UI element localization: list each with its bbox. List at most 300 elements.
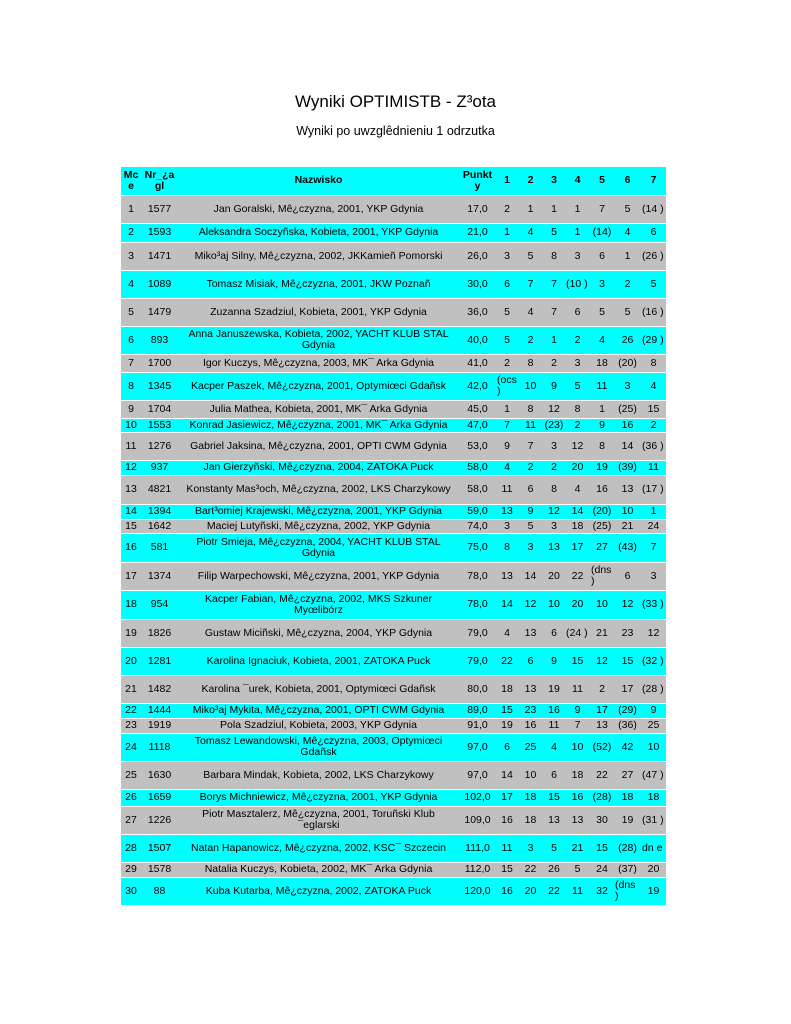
cell-place: 28 [121,834,141,862]
table-row [121,733,666,761]
cell-race-6: (20) [614,354,641,372]
cell-race-2: 8 [518,400,543,418]
cell-points: 97,0 [459,733,496,761]
header-points: Punkt y [459,167,496,195]
cell-points: 120,0 [459,877,496,905]
table-row [121,675,666,703]
table-row [121,504,666,519]
cell-sail-number: 893 [141,326,178,354]
results-table [121,167,666,906]
table-row [121,195,666,223]
cell-race-2: 12 [518,590,543,619]
cell-race-7: (17 ) [641,475,666,504]
cell-race-1: 11 [496,475,518,504]
cell-sail-number: 1826 [141,619,178,647]
table-header-row [121,167,666,195]
cell-sail-number: 1642 [141,519,178,533]
cell-sail-number: 1482 [141,675,178,703]
cell-race-3: 12 [543,400,565,418]
cell-points: 97,0 [459,761,496,789]
cell-race-7: 15 [641,400,666,418]
cell-sail-number: 1700 [141,354,178,372]
cell-race-5: 15 [590,834,614,862]
cell-race-5: 6 [590,242,614,270]
cell-place: 2 [121,223,141,242]
cell-race-3: 13 [543,806,565,834]
cell-race-7: 11 [641,460,666,475]
cell-name: Karolina ¯urek, Kobieta, 2001, Optymiœci Gdañsk [178,675,459,703]
cell-points: 59,0 [459,504,496,519]
cell-race-6: 17 [614,675,641,703]
cell-sail-number: 1226 [141,806,178,834]
table-row [121,533,666,562]
cell-sail-number: 1281 [141,647,178,675]
cell-place: 22 [121,703,141,718]
cell-race-4: (24 ) [565,619,590,647]
cell-race-1: 5 [496,326,518,354]
cell-race-1: 9 [496,432,518,460]
cell-race-3: 2 [543,354,565,372]
cell-race-3: 20 [543,562,565,590]
cell-points: 74,0 [459,519,496,533]
cell-place: 4 [121,270,141,298]
table-row [121,372,666,400]
table-row [121,418,666,432]
cell-points: 47,0 [459,418,496,432]
cell-race-1: 15 [496,703,518,718]
cell-points: 89,0 [459,703,496,718]
cell-sail-number: 88 [141,877,178,905]
cell-race-3: 13 [543,533,565,562]
table-row [121,223,666,242]
cell-race-6: 18 [614,789,641,806]
cell-race-2: 9 [518,504,543,519]
cell-race-4: 5 [565,862,590,877]
cell-place: 5 [121,298,141,326]
cell-race-3: 3 [543,519,565,533]
cell-race-7: 7 [641,533,666,562]
page-title: Wyniki OPTIMISTB - Z³ota [294,92,497,111]
cell-race-5: 5 [590,298,614,326]
cell-race-5: (20) [590,504,614,519]
cell-race-2: 2 [518,460,543,475]
cell-points: 78,0 [459,590,496,619]
cell-sail-number: 1394 [141,504,178,519]
cell-race-6: 21 [614,519,641,533]
cell-race-1: 18 [496,675,518,703]
cell-race-2: 13 [518,619,543,647]
cell-points: 58,0 [459,475,496,504]
cell-sail-number: 1118 [141,733,178,761]
cell-points: 26,0 [459,242,496,270]
cell-race-7: (28 ) [641,675,666,703]
cell-race-1: 17 [496,789,518,806]
cell-race-7: 20 [641,862,666,877]
cell-points: 45,0 [459,400,496,418]
header-race-6: 6 [614,167,641,195]
cell-race-2: 5 [518,519,543,533]
cell-race-3: 26 [543,862,565,877]
cell-place: 23 [121,718,141,733]
cell-race-4: 20 [565,590,590,619]
cell-race-3: 11 [543,718,565,733]
cell-race-2: 13 [518,675,543,703]
cell-race-4: (10 ) [565,270,590,298]
cell-race-3: 1 [543,195,565,223]
cell-race-4: 3 [565,354,590,372]
table-row [121,270,666,298]
cell-sail-number: 1444 [141,703,178,718]
cell-points: 102,0 [459,789,496,806]
cell-race-4: 16 [565,789,590,806]
cell-race-7: 6 [641,223,666,242]
cell-race-7: (16 ) [641,298,666,326]
cell-race-3: 6 [543,619,565,647]
cell-sail-number: 1276 [141,432,178,460]
cell-race-2: 10 [518,761,543,789]
cell-race-7: (47 ) [641,761,666,789]
cell-race-6: (29) [614,703,641,718]
cell-race-2: 2 [518,326,543,354]
cell-race-4: 17 [565,533,590,562]
cell-race-6: 42 [614,733,641,761]
cell-race-1: 2 [496,354,518,372]
cell-race-6: 6 [614,562,641,590]
cell-place: 24 [121,733,141,761]
cell-race-3: 19 [543,675,565,703]
cell-race-7: 18 [641,789,666,806]
cell-race-5: (25) [590,519,614,533]
cell-race-2: 11 [518,418,543,432]
cell-points: 17,0 [459,195,496,223]
cell-name: Gustaw Miciñski, Mê¿czyzna, 2004, YKP Gdynia [178,619,459,647]
cell-name: Konrad Jasiewicz, Mê¿czyzna, 2001, MK¯ Arka Gdynia [178,418,459,432]
page-subtitle: Wyniki po uwzglêdnieniu 1 odrzutka [296,124,495,138]
cell-race-5: (14) [590,223,614,242]
cell-race-6: 16 [614,418,641,432]
cell-race-7: 19 [641,877,666,905]
header-sail-number: Nr_¿a gl [141,167,178,195]
cell-race-2: 7 [518,270,543,298]
cell-race-1: 8 [496,533,518,562]
cell-points: 30,0 [459,270,496,298]
cell-points: 40,0 [459,326,496,354]
cell-race-4: 5 [565,372,590,400]
cell-race-3: (23) [544,418,564,431]
cell-race-5: 13 [590,718,614,733]
cell-place: 17 [121,562,141,590]
cell-race-3: 8 [543,242,565,270]
cell-race-5: 21 [590,619,614,647]
cell-race-1: 3 [496,519,518,533]
cell-name: Igor Kuczys, Mê¿czyzna, 2003, MK¯ Arka Gdynia [178,354,459,372]
cell-race-7: 5 [641,270,666,298]
cell-race-2: 25 [518,733,543,761]
cell-race-2: 14 [518,562,543,590]
cell-race-1: 11 [496,834,518,862]
table-row [121,519,666,533]
cell-race-7: dn e [641,834,666,862]
cell-race-4: 15 [565,647,590,675]
cell-points: 75,0 [459,533,496,562]
cell-name: Jan Goralski, Mê¿czyzna, 2001, YKP Gdynia [178,195,459,223]
header-race-2: 2 [518,167,543,195]
cell-race-5: 10 [590,590,614,619]
cell-points: 91,0 [459,718,496,733]
cell-race-1: 15 [496,862,518,877]
cell-race-3: 6 [543,761,565,789]
cell-race-1: 13 [496,504,518,519]
cell-name: Jan Gierzyñski, Mê¿czyzna, 2004, ZATOKA Puck [178,460,459,475]
cell-race-1: 19 [496,718,518,733]
cell-race-2: 3 [518,533,543,562]
cell-place: 25 [121,761,141,789]
cell-race-3: 7 [543,270,565,298]
cell-race-4: 21 [565,834,590,862]
header-race-1: 1 [496,167,518,195]
cell-race-1: 16 [496,877,518,905]
cell-name: Filip Warpechowski, Mê¿czyzna, 2001, YKP Gdynia [178,562,459,590]
cell-race-7: (26 ) [641,242,666,270]
cell-race-4: 18 [565,761,590,789]
table-row [121,619,666,647]
cell-race-6: (28) [614,834,641,862]
cell-race-4: 11 [565,675,590,703]
cell-race-4: 8 [565,400,590,418]
cell-race-2: 3 [518,834,543,862]
header-race-5: 5 [590,167,614,195]
table-row [121,298,666,326]
table-row [121,877,666,905]
cell-race-4: 12 [565,432,590,460]
cell-race-1: 4 [496,619,518,647]
cell-race-4: 3 [565,242,590,270]
cell-name: Natalia Kuczys, Kobieta, 2002, MK¯ Arka Gdynia [178,862,459,877]
cell-sail-number: 1704 [141,400,178,418]
cell-race-3: 10 [543,590,565,619]
table-row [121,242,666,270]
cell-race-5: 18 [590,354,614,372]
cell-points: 112,0 [459,862,496,877]
cell-race-7: 4 [641,372,666,400]
cell-race-7: 25 [641,718,666,733]
cell-race-5: 22 [590,761,614,789]
cell-race-2: 18 [518,789,543,806]
cell-race-5: 19 [590,460,614,475]
cell-name: Piotr Smieja, Mê¿czyzna, 2004, YACHT KLUB STAL Gdynia [178,533,459,562]
cell-name: Bart³omiej Krajewski, Mê¿czyzna, 2001, YKP Gdynia [178,504,459,519]
cell-race-7: 2 [641,418,666,432]
cell-place: 8 [121,372,141,400]
cell-race-3: 12 [543,504,565,519]
cell-race-3: 22 [543,877,565,905]
cell-race-4: 13 [565,806,590,834]
table-row [121,475,666,504]
table-row [121,647,666,675]
cell-points: 79,0 [459,619,496,647]
cell-sail-number: 4821 [141,475,178,504]
cell-race-7: 12 [641,619,666,647]
table-row [121,761,666,789]
cell-name: Gabriel Jaksina, Mê¿czyzna, 2001, OPTI CWM Gdynia [178,432,459,460]
cell-race-2: 23 [518,703,543,718]
cell-place: 16 [121,533,141,562]
cell-race-1: 6 [496,733,518,761]
cell-race-2: 7 [518,432,543,460]
table-row [121,326,666,354]
cell-race-6: 10 [614,504,641,519]
cell-name: Kuba Kutarba, Mê¿czyzna, 2002, ZATOKA Puck [178,877,459,905]
cell-sail-number: 1919 [141,718,178,733]
cell-race-2: 4 [518,298,543,326]
cell-race-2: 5 [518,242,543,270]
cell-sail-number: 1479 [141,298,178,326]
cell-points: 80,0 [459,675,496,703]
cell-sail-number: 954 [141,590,178,619]
cell-place: 12 [121,460,141,475]
table-row [121,432,666,460]
cell-points: 78,0 [459,562,496,590]
cell-race-4: 11 [565,877,590,905]
cell-place: 15 [121,519,141,533]
cell-points: 42,0 [459,372,496,400]
cell-name: Tomasz Misiak, Mê¿czyzna, 2001, JKW Poznañ [178,270,459,298]
cell-race-5: 32 [590,877,614,905]
cell-place: 18 [121,590,141,619]
cell-race-1: (ocs ) [496,372,518,400]
table-row [121,834,666,862]
cell-name: Maciej Lutyñski, Mê¿czyzna, 2002, YKP Gdynia [178,519,459,533]
cell-race-4: 10 [565,733,590,761]
cell-sail-number: 1578 [141,862,178,877]
cell-race-6: 13 [614,475,641,504]
cell-sail-number: 1507 [141,834,178,862]
cell-race-2: 22 [518,862,543,877]
cell-race-7: 24 [641,519,666,533]
cell-race-1: 16 [496,806,518,834]
cell-race-5: 24 [590,862,614,877]
cell-race-4: 18 [565,519,590,533]
cell-place: 1 [121,195,141,223]
header-place: Mc e [121,167,141,195]
cell-race-7: (14 ) [641,195,666,223]
cell-sail-number: 1593 [141,223,178,242]
cell-race-1: 6 [496,270,518,298]
cell-name: Tomasz Lewandowski, Mê¿czyzna, 2003, Optymiœci Gdañsk [178,733,459,761]
cell-race-2: 20 [518,877,543,905]
cell-race-6: 15 [614,647,641,675]
cell-race-1: 13 [496,562,518,590]
cell-name: Konstanty Mas³och, Mê¿czyzna, 2002, LKS Charzykowy [178,475,459,504]
cell-name: Miko³aj Silny, Mê¿czyzna, 2002, JKKamieñ Pomorski [178,242,459,270]
cell-race-6: 27 [614,761,641,789]
cell-race-2: 1 [518,195,543,223]
cell-race-4: 1 [565,223,590,242]
cell-place: 29 [121,862,141,877]
cell-points: 109,0 [459,806,496,834]
cell-race-1: 3 [496,242,518,270]
cell-place: 13 [121,475,141,504]
cell-race-7: 10 [641,733,666,761]
cell-name: Pola Szadziul, Kobieta, 2003, YKP Gdynia [178,718,459,733]
cell-place: 10 [121,418,141,432]
cell-name: Anna Januszewska, Kobieta, 2002, YACHT KLUB STAL Gdynia [178,326,459,354]
cell-race-7: 8 [641,354,666,372]
cell-race-5: 1 [590,400,614,418]
cell-race-6: 26 [614,326,641,354]
cell-race-4: 9 [565,703,590,718]
cell-sail-number: 937 [141,460,178,475]
cell-sail-number: 1659 [141,789,178,806]
cell-race-3: 5 [543,223,565,242]
table-row [121,590,666,619]
cell-name: Karolina Ignaciuk, Kobieta, 2001, ZATOKA Puck [178,647,459,675]
cell-name: Kacper Fabian, Mê¿czyzna, 2002, MKS Szkuner Myœlibórz [178,590,459,619]
cell-place: 7 [121,354,141,372]
cell-place: 6 [121,326,141,354]
cell-name: Barbara Mindak, Kobieta, 2002, LKS Charzykowy [178,761,459,789]
cell-race-2: 6 [518,647,543,675]
cell-race-4: 6 [565,298,590,326]
cell-race-1: 4 [496,460,518,475]
cell-race-1: 5 [496,298,518,326]
cell-race-3: 9 [543,372,565,400]
cell-points: 41,0 [459,354,496,372]
cell-race-6: (dns ) [614,877,641,905]
cell-race-4: 20 [565,460,590,475]
cell-place: 21 [121,675,141,703]
cell-race-2: 8 [518,354,543,372]
cell-race-6: 19 [614,806,641,834]
cell-race-7: (33 ) [641,590,666,619]
cell-race-2: 18 [518,806,543,834]
cell-race-5: 7 [590,195,614,223]
cell-race-4: 7 [565,718,590,733]
cell-race-1: 14 [496,590,518,619]
cell-race-5: 2 [590,675,614,703]
cell-name: Miko³aj Mykita, Mê¿czyzna, 2001, OPTI CWM Gdynia [178,703,459,718]
cell-name: Borys Michniewicz, Mê¿czyzna, 2001, YKP Gdynia [178,789,459,806]
cell-race-5: 8 [590,432,614,460]
cell-race-7: 9 [641,703,666,718]
cell-race-3: 3 [543,432,565,460]
cell-race-6: 5 [614,195,641,223]
cell-race-4: 4 [565,475,590,504]
cell-race-5: 11 [590,372,614,400]
cell-race-6: 12 [614,590,641,619]
cell-race-6: 14 [614,432,641,460]
cell-race-1: 7 [496,418,518,432]
cell-sail-number: 1577 [141,195,178,223]
cell-race-6: (43) [614,533,641,562]
cell-name: Natan Hapanowicz, Mê¿czyzna, 2002, KSC¯ Szczecin [178,834,459,862]
header-race-3: 3 [543,167,565,195]
table-row [121,862,666,877]
cell-race-5: 4 [590,326,614,354]
cell-sail-number: 1553 [141,418,178,432]
table-row [121,718,666,733]
cell-name: Zuzanna Szadziul, Kobieta, 2001, YKP Gdynia [178,298,459,326]
cell-race-6: 23 [614,619,641,647]
cell-race-6: 3 [614,372,641,400]
cell-race-4: 14 [565,504,590,519]
cell-race-1: 1 [496,400,518,418]
cell-sail-number: 1630 [141,761,178,789]
cell-race-2: 4 [518,223,543,242]
cell-race-2: 6 [518,475,543,504]
cell-race-6: (25) [614,400,641,418]
cell-race-7: (36 ) [641,432,666,460]
